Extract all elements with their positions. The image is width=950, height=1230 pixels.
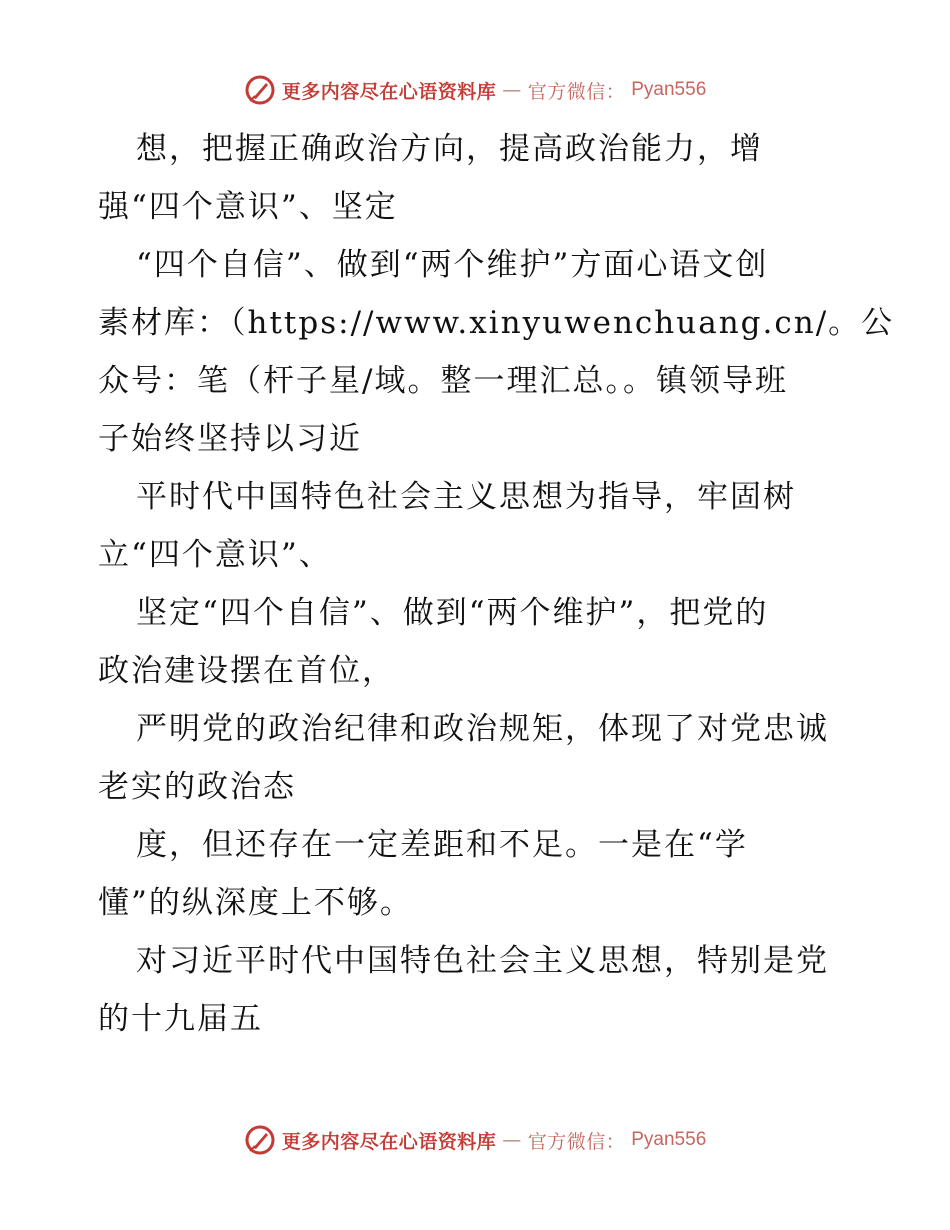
footer-banner (0, 1120, 950, 1160)
text-line: 强“四个意识”、坚定 (98, 189, 398, 225)
text-line: 众号：笔（杆子星/域。整一理汇总。。镇领导班 (98, 363, 788, 399)
text-line: 坚定“四个自信”、做到“两个维护”，把党的 (136, 595, 769, 631)
header-banner (0, 70, 950, 110)
text-line: 懂”的纵深度上不够。 (98, 885, 413, 921)
text-line: 平时代中国特色社会主义思想为指导，牢固树 (136, 479, 796, 515)
text-line: 素材库：（https://www.xinyuwenchuang.cn/。公 (98, 305, 895, 341)
text-line: 老实的政治态 (98, 769, 296, 805)
banner-main-text: 更多内容尽在心语资料库 (281, 80, 497, 103)
text-line: 度，但还存在一定差距和不足。一是在“学 (136, 827, 748, 863)
banner-wechat-label: 官方微信： (527, 80, 626, 103)
banner-wechat-id: Pyan556 (631, 79, 707, 100)
quill-logo-icon (244, 1124, 276, 1156)
text-line: 立“四个意识”、 (98, 537, 332, 573)
footer-dash: — (502, 1129, 522, 1151)
text-line: 子始终坚持以习近 (98, 421, 362, 457)
footer-wechat-id: Pyan556 (631, 1129, 707, 1150)
text-line: 对习近平时代中国特色社会主义思想，特别是党 (136, 943, 829, 979)
banner-dash: — (502, 79, 522, 101)
text-line: 政治建设摆在首位， (98, 653, 395, 689)
document-body (98, 120, 895, 1048)
text-line: “四个自信”、做到“两个维护”方面心语文创 (136, 247, 769, 283)
footer-wechat-label: 官方微信： (527, 1130, 626, 1153)
quill-logo-icon (244, 74, 276, 106)
text-line: 想，把握正确政治方向，提高政治能力，增 (136, 131, 763, 167)
text-line: 严明党的政治纪律和政治规矩，体现了对党忠诚 (136, 711, 829, 747)
text-line: 的十九届五 (98, 1001, 263, 1037)
footer-main-text: 更多内容尽在心语资料库 (281, 1130, 497, 1153)
